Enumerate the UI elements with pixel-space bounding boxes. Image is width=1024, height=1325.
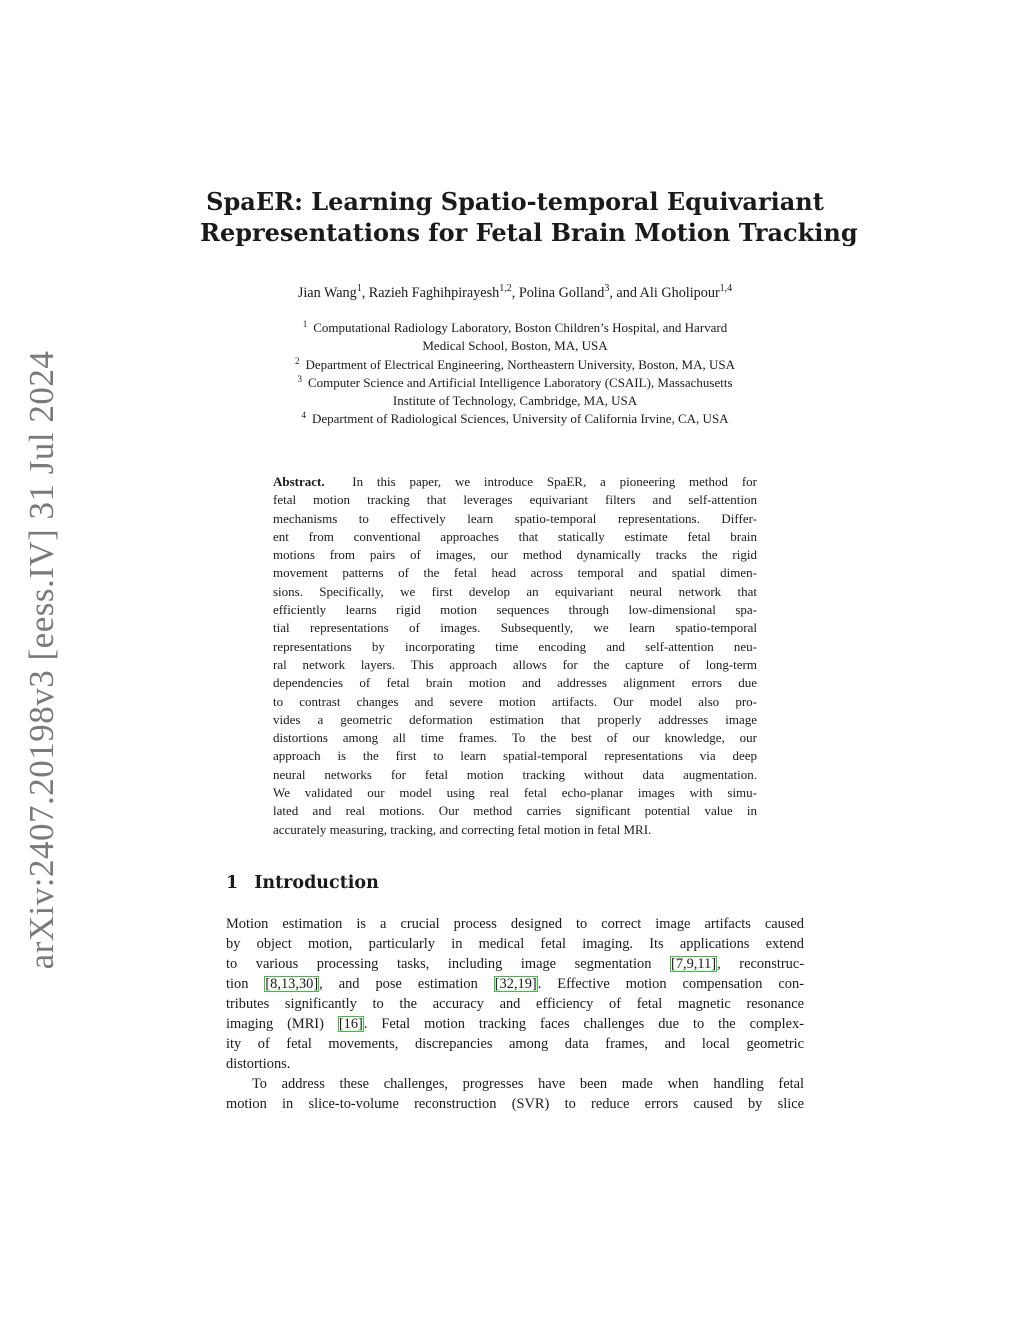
affiliation-continuation: Institute of Technology, Cambridge, MA, USA <box>392 393 638 409</box>
author-separator: , <box>361 285 369 301</box>
body-text-segment: , reconstruc- <box>717 956 804 972</box>
author-name: Razieh Faghihpirayesh <box>368 285 500 301</box>
section-heading-introduction <box>226 873 379 893</box>
abstract-line: ent from conventional approaches that statically estimate fetal brain <box>273 528 757 544</box>
abstract-line <box>273 473 757 491</box>
affiliation <box>200 374 830 392</box>
body-line: ity of fetal movements, discrepancies among data frames, and local geometric <box>226 1036 804 1052</box>
citation-link[interactable]: [8,13,30] <box>265 976 319 992</box>
abstract-line: neural networks for fetal motion tracking without data augmentation. <box>273 766 757 782</box>
citation-link[interactable]: [16] <box>338 1016 363 1032</box>
abstract-line: We validated our model using real fetal echo-planar images with simu- <box>273 785 757 801</box>
abstract-line: movement patterns of the fetal head across temporal and spatial dimen- <box>273 565 757 581</box>
section-title: Introduction <box>254 873 379 893</box>
body-text-segment: . Effective motion compensation con- <box>537 976 804 992</box>
title-line: SpaER: Learning Spatio-temporal Equivariant <box>206 187 824 216</box>
author-list <box>200 284 830 302</box>
abstract-first-line: In this paper, we introduce SpaER, a pioneering method for <box>352 474 757 489</box>
body-text-segment: imaging (MRI) <box>226 1016 338 1032</box>
author-separator: , <box>511 285 519 301</box>
abstract-label: Abstract. <box>273 474 325 489</box>
citation-link[interactable]: [7,9,11] <box>671 956 717 972</box>
affiliation-number: 3 <box>297 373 302 384</box>
affiliation-number: 2 <box>295 355 300 366</box>
body-line <box>226 974 804 994</box>
affiliation-text: Computer Science and Artificial Intelligence Laboratory (CSAIL), Massachusetts <box>307 374 733 390</box>
title-line: Representations for Fetal Brain Motion Tracking <box>200 218 858 247</box>
abstract-line: mechanisms to effectively learn spatio-temporal representations. Differ- <box>273 510 757 526</box>
abstract-line: sions. Specifically, we first develop an equivariant neural network that <box>273 583 757 599</box>
body-line <box>226 1014 804 1034</box>
affiliation-text: Department of Radiological Sciences, University of California Irvine, CA, USA <box>311 411 729 427</box>
introduction-body <box>226 914 804 1114</box>
abstract-line: accurately measuring, tracking, and correcting fetal motion in fetal MRI. <box>273 821 652 837</box>
arxiv-identifier: arXiv:2407.20198v3 [eess.IV] 31 Jul 2024 <box>22 350 61 970</box>
abstract-line: to contrast changes and severe motion artifacts. Our model also pro- <box>273 693 757 709</box>
abstract-line: approach is the first to learn spatial-temporal representations via deep <box>273 748 757 764</box>
body-line: Motion estimation is a crucial process designed to correct image artifacts caused <box>226 916 804 932</box>
abstract-line: efficiently learns rigid motion sequences through low-dimensional spa- <box>273 602 757 618</box>
affiliation <box>200 356 830 374</box>
author-affiliation-mark: 3 <box>604 283 610 294</box>
section-number: 1 <box>226 873 239 893</box>
abstract-line: motions from pairs of images, our method dynamically tracks the rigid <box>273 547 757 563</box>
affiliation-number: 4 <box>301 410 306 421</box>
body-text-segment: , and pose estimation <box>319 976 494 992</box>
affiliation-continuation: Medical School, Boston, MA, USA <box>422 338 608 354</box>
abstract-line: tial representations of images. Subsequently, we learn spatio-temporal <box>273 620 757 636</box>
abstract <box>273 473 757 839</box>
author-name: Polina Golland <box>518 285 605 301</box>
abstract-line: representations by incorporating time encoding and self-attention neu- <box>273 638 757 654</box>
affiliation-text: Department of Electrical Engineering, Northeastern University, Boston, MA, USA <box>305 356 735 372</box>
abstract-line: dependencies of fetal brain motion and addresses alignment errors due <box>273 675 757 691</box>
author-affiliation-mark: 1 <box>356 283 362 294</box>
abstract-line: vides a geometric deformation estimation that properly addresses image <box>273 711 757 727</box>
author-affiliation-mark: 1,2 <box>499 283 512 294</box>
abstract-line: lated and real motions. Our method carries significant potential value in <box>273 803 757 819</box>
abstract-line: distortions among all time frames. To the best of our knowledge, our <box>273 730 757 746</box>
body-line: motion in slice-to-volume reconstruction (SVR) to reduce errors caused by slice <box>226 1096 804 1112</box>
affiliation <box>200 319 830 337</box>
author-affiliation-mark: 1,4 <box>719 283 733 294</box>
author-name: Ali Gholipour <box>639 285 720 301</box>
author-separator: , and <box>609 285 640 301</box>
abstract-line: ral network layers. This approach allows for the capture of long-term <box>273 656 757 672</box>
body-line: by object motion, particularly in medical fetal imaging. Its applications extend <box>226 936 804 952</box>
body-text-segment: tion <box>226 976 265 992</box>
body-line: To address these challenges, progresses have been made when handling fetal <box>252 1076 804 1092</box>
body-line: tributes significantly to the accuracy and efficiency of fetal magnetic resonance <box>226 996 804 1012</box>
body-text-segment: to various processing tasks, including image segmentation <box>226 956 671 972</box>
arxiv-side-stamp <box>0 0 90 1325</box>
paper-title <box>200 186 858 248</box>
citation-link[interactable]: [32,19] <box>494 976 537 992</box>
affiliation <box>200 410 830 428</box>
body-line: distortions. <box>226 1056 291 1072</box>
abstract-line: fetal motion tracking that leverages equivariant filters and self-attention <box>273 492 757 508</box>
author-name: Jian Wang <box>297 285 357 301</box>
body-text-segment: . Fetal motion tracking faces challenges due to the complex- <box>363 1016 804 1032</box>
affiliation-number: 1 <box>302 319 308 329</box>
affiliation-text: Computational Radiology Laboratory, Boston Children’s Hospital, and Harvard <box>313 320 728 335</box>
body-line <box>226 954 804 974</box>
affiliation-list <box>200 319 830 429</box>
